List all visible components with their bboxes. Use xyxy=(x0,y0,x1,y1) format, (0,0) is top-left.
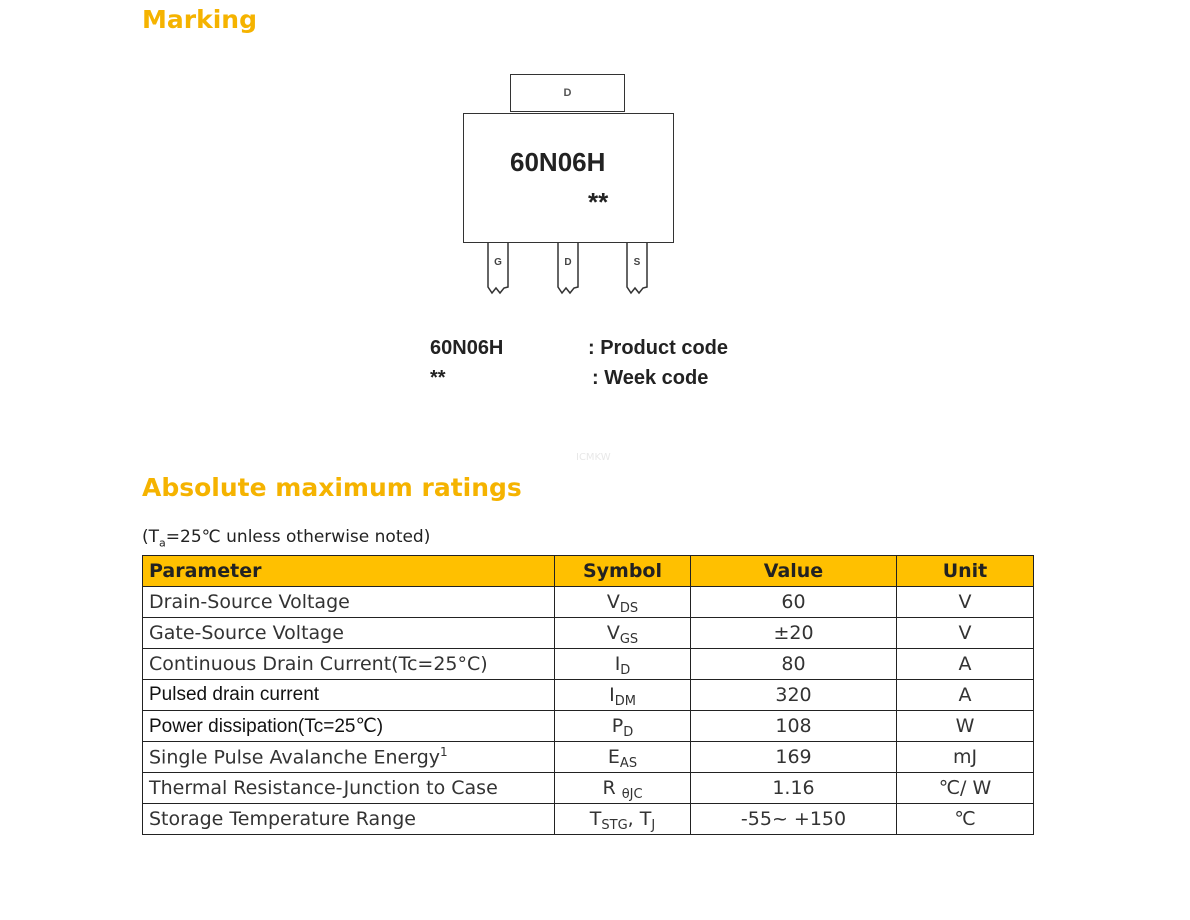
unit-cell: W xyxy=(897,711,1034,742)
unit-cell: V xyxy=(897,618,1034,649)
value-cell: -55~ +150 xyxy=(691,804,897,835)
value-cell: 320 xyxy=(691,680,897,711)
table-row xyxy=(143,742,1034,773)
symbol-cell xyxy=(555,587,691,618)
table-row xyxy=(143,680,1034,711)
package-body xyxy=(463,113,674,243)
symbol-main: E xyxy=(607,746,620,768)
value-cell: ±20 xyxy=(691,618,897,649)
symbol-sub: DM xyxy=(614,694,636,709)
package-product-code: 60N06H xyxy=(510,147,606,177)
symbol-cell xyxy=(555,649,691,680)
pin-label: S xyxy=(633,257,641,268)
unit-cell: ℃ xyxy=(897,804,1034,835)
table-row xyxy=(143,711,1034,742)
ratings-title: Absolute maximum ratings xyxy=(142,473,522,502)
symbol-tail: , T xyxy=(627,808,652,830)
param-cell: Power dissipation(Tc=25℃) xyxy=(143,711,555,742)
param-cell: Continuous Drain Current(Tc=25°C) xyxy=(143,649,555,680)
legend-code-2: ** xyxy=(430,367,446,389)
symbol-main: I xyxy=(614,653,621,675)
watermark: ICMKW xyxy=(576,452,611,463)
symbol-main: T xyxy=(589,808,602,830)
header-value: Value xyxy=(691,556,897,587)
symbol-sub: D xyxy=(620,663,631,678)
tab-label: D xyxy=(563,87,572,99)
unit-cell: V xyxy=(897,587,1034,618)
symbol-sub: θJC xyxy=(621,787,643,802)
package-drawing xyxy=(430,70,760,310)
pin-label: D xyxy=(564,257,572,268)
unit-cell: A xyxy=(897,649,1034,680)
header-symbol: Symbol xyxy=(555,556,691,587)
note-sub: a xyxy=(159,536,166,550)
unit-cell: ℃/ W xyxy=(897,773,1034,804)
param-cell: Thermal Resistance-Junction to Case xyxy=(143,773,555,804)
symbol-cell xyxy=(555,804,691,835)
value-cell: 169 xyxy=(691,742,897,773)
symbol-sub: STG xyxy=(601,818,628,833)
symbol-sub: D xyxy=(623,725,634,740)
symbol-main: R xyxy=(602,777,622,799)
note-prefix: (T xyxy=(142,527,160,547)
value-cell: 108 xyxy=(691,711,897,742)
symbol-sub-2: J xyxy=(651,818,656,833)
value-cell: 1.16 xyxy=(691,773,897,804)
footnote-mark: 1 xyxy=(440,745,448,760)
symbol-cell xyxy=(555,618,691,649)
symbol-sub: AS xyxy=(619,756,638,771)
param-cell: Drain-Source Voltage xyxy=(143,587,555,618)
table-row xyxy=(143,773,1034,804)
param-cell: Pulsed drain current xyxy=(143,680,555,711)
ratings-table xyxy=(142,555,1034,835)
symbol-cell xyxy=(555,773,691,804)
pin-drain xyxy=(556,243,580,295)
package-week-mark: ** xyxy=(588,187,609,217)
legend-desc-1: : Product code xyxy=(588,337,729,359)
unit-cell: mJ xyxy=(897,742,1034,773)
value-cell: 80 xyxy=(691,649,897,680)
marking-title: Marking xyxy=(142,5,257,34)
symbol-cell xyxy=(555,680,691,711)
package-tab xyxy=(510,74,625,112)
table-row xyxy=(143,618,1034,649)
unit-cell: A xyxy=(897,680,1034,711)
note-suffix: =25℃ unless otherwise noted) xyxy=(165,527,431,547)
pin-label: G xyxy=(494,257,502,268)
symbol-cell xyxy=(555,742,691,773)
symbol-main: P xyxy=(611,715,624,737)
symbol-main: I xyxy=(609,684,615,706)
symbol-main: V xyxy=(606,622,620,644)
symbol-sub: DS xyxy=(619,601,639,616)
header-parameter: Parameter xyxy=(143,556,555,587)
header-unit: Unit xyxy=(897,556,1034,587)
param-text: Single Pulse Avalanche Energy xyxy=(149,746,440,769)
symbol-cell xyxy=(555,711,691,742)
table-row xyxy=(143,587,1034,618)
conditions-note xyxy=(142,527,430,549)
symbol-sub: GS xyxy=(619,632,639,647)
legend-desc-2: : Week code xyxy=(592,367,709,389)
symbol-main: V xyxy=(606,591,620,613)
pin-source xyxy=(625,243,649,295)
pin-gate xyxy=(486,243,510,295)
table-row xyxy=(143,804,1034,835)
table-row xyxy=(143,649,1034,680)
legend-code-1: 60N06H xyxy=(430,337,504,359)
header-row xyxy=(143,556,1034,587)
param-cell: Storage Temperature Range xyxy=(143,804,555,835)
value-cell: 60 xyxy=(691,587,897,618)
param-cell xyxy=(143,742,555,773)
param-cell: Gate-Source Voltage xyxy=(143,618,555,649)
